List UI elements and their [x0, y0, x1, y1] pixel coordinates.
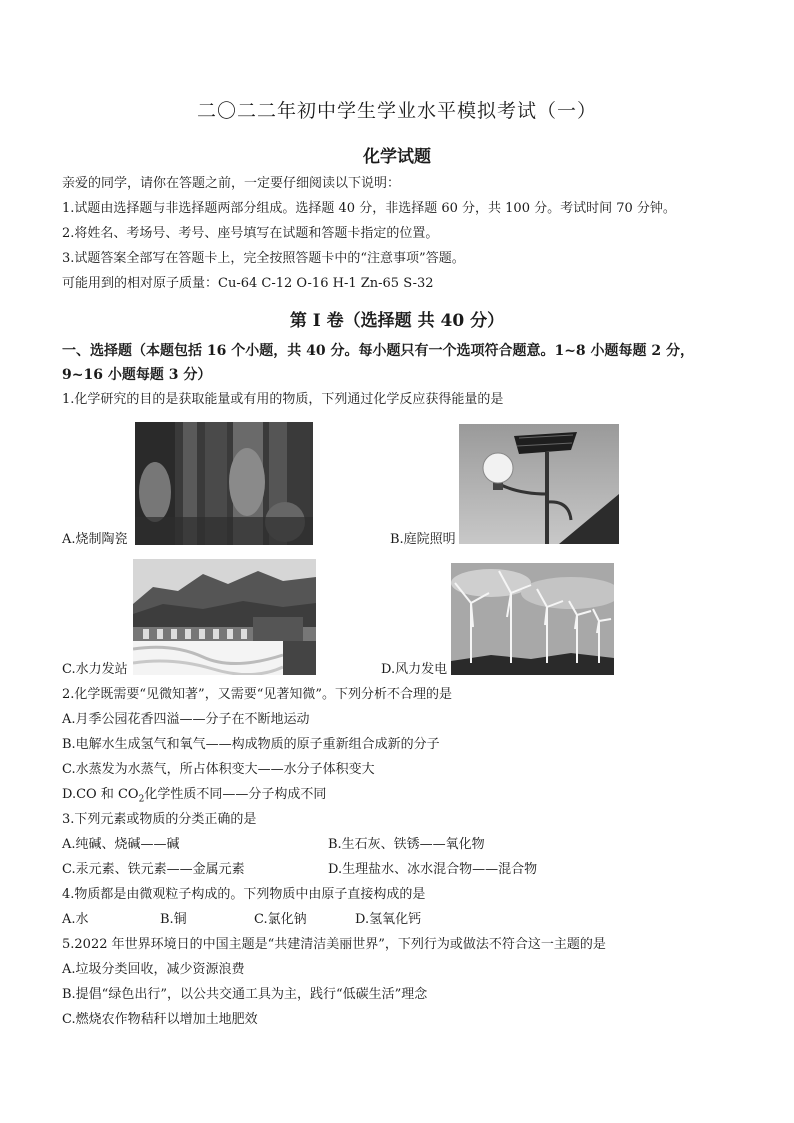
section-header-line1: 一、选择题（本题包括 16 个小题，共 40 分。每小题只有一个选项符合题意。1~8 小题每题 2 分，	[62, 343, 695, 359]
q1-option-a: A.烧制陶瓷	[62, 532, 128, 547]
exam-title: 二〇二二年初中学生学业水平模拟考试（一）	[196, 100, 597, 122]
q2-stem: 2.化学既需要“见微知著”，又需要“见著知微”。下列分析不合理的是	[62, 687, 452, 702]
q1-option-b: B.庭院照明	[390, 532, 456, 547]
hydropower-dam-image	[133, 559, 316, 675]
instruction-item-3: 3.试题答案全部写在答题卡上，完全按照答题卡中的“注意事项”答题。	[62, 251, 465, 266]
q5-option-b: B.提倡“绿色出行”，以公共交通工具为主，践行“低碳生活”理念	[62, 987, 428, 1002]
q2-option-c: C.水蒸发为水蒸气，所占体积变大——水分子体积变大	[62, 762, 375, 777]
q5-stem: 5.2022 年世界环境日的中国主题是“共建清洁美丽世界”，下列行为或做法不符合这一主题的是	[62, 937, 606, 952]
instructions-greeting: 亲爱的同学，请你在答题之前，一定要仔细阅读以下说明：	[62, 176, 401, 191]
q3-option-d: D.生理盐水、冰水混合物——混合物	[328, 862, 538, 877]
atomic-masses: 可能用到的相对原子质量：Cu-64 C-12 O-16 H-1 Zn-65 S-32	[62, 276, 434, 291]
section-header-line2: 9~16 小题每题 3 分）	[62, 367, 212, 383]
q1-stem: 1.化学研究的目的是获取能量或有用的物质，下列通过化学反应获得能量的是	[62, 392, 504, 407]
q3-option-c: C.汞元素、铁元素——金属元素	[62, 862, 245, 877]
q3-option-a: A.纯碱、烧碱——碱	[62, 837, 180, 852]
q4-option-d: D.氢氧化钙	[355, 912, 422, 927]
q4-option-c: C.氯化钠	[254, 912, 307, 927]
q2-option-d	[62, 787, 326, 808]
solar-lamp-image	[459, 424, 619, 544]
wind-turbines-image	[451, 563, 614, 675]
instruction-item-1: 1.试题由选择题与非选择题两部分组成。选择题 40 分，非选择题 60 分，共 100 分。考试时间 70 分钟。	[62, 201, 676, 216]
q1-option-d: D.风力发电	[381, 662, 448, 677]
q4-stem: 4.物质都是由微观粒子构成的。下列物质中由原子直接构成的是	[62, 887, 426, 902]
subject-title: 化学试题	[363, 147, 431, 167]
q2-option-d-prefix: D.CO 和 CO	[62, 787, 139, 802]
q2-option-d-subscript: 2	[138, 794, 145, 805]
q2-option-b: B.电解水生成氢气和氧气——构成物质的原子重新组合成新的分子	[62, 737, 440, 752]
q3-option-b: B.生石灰、铁锈——氧化物	[328, 837, 485, 852]
q2-option-d-suffix: 化学性质不同——分子构成不同	[144, 787, 327, 802]
part1-title: 第 I 卷（选择题 共 40 分）	[289, 311, 505, 331]
q3-stem: 3.下列元素或物质的分类正确的是	[62, 812, 257, 827]
q5-option-c: C.燃烧农作物秸秆以增加土地肥效	[62, 1012, 258, 1027]
ceramics-kiln-image	[135, 422, 313, 545]
q1-option-c: C.水力发站	[62, 662, 128, 677]
instruction-item-2: 2.将姓名、考场号、考号、座号填写在试题和答题卡指定的位置。	[62, 226, 439, 241]
q2-option-a: A.月季公园花香四溢——分子在不断地运动	[62, 712, 310, 727]
q4-option-a: A.水	[62, 912, 89, 927]
q5-option-a: A.垃圾分类回收，减少资源浪费	[62, 962, 245, 977]
q4-option-b: B.铜	[160, 912, 187, 927]
